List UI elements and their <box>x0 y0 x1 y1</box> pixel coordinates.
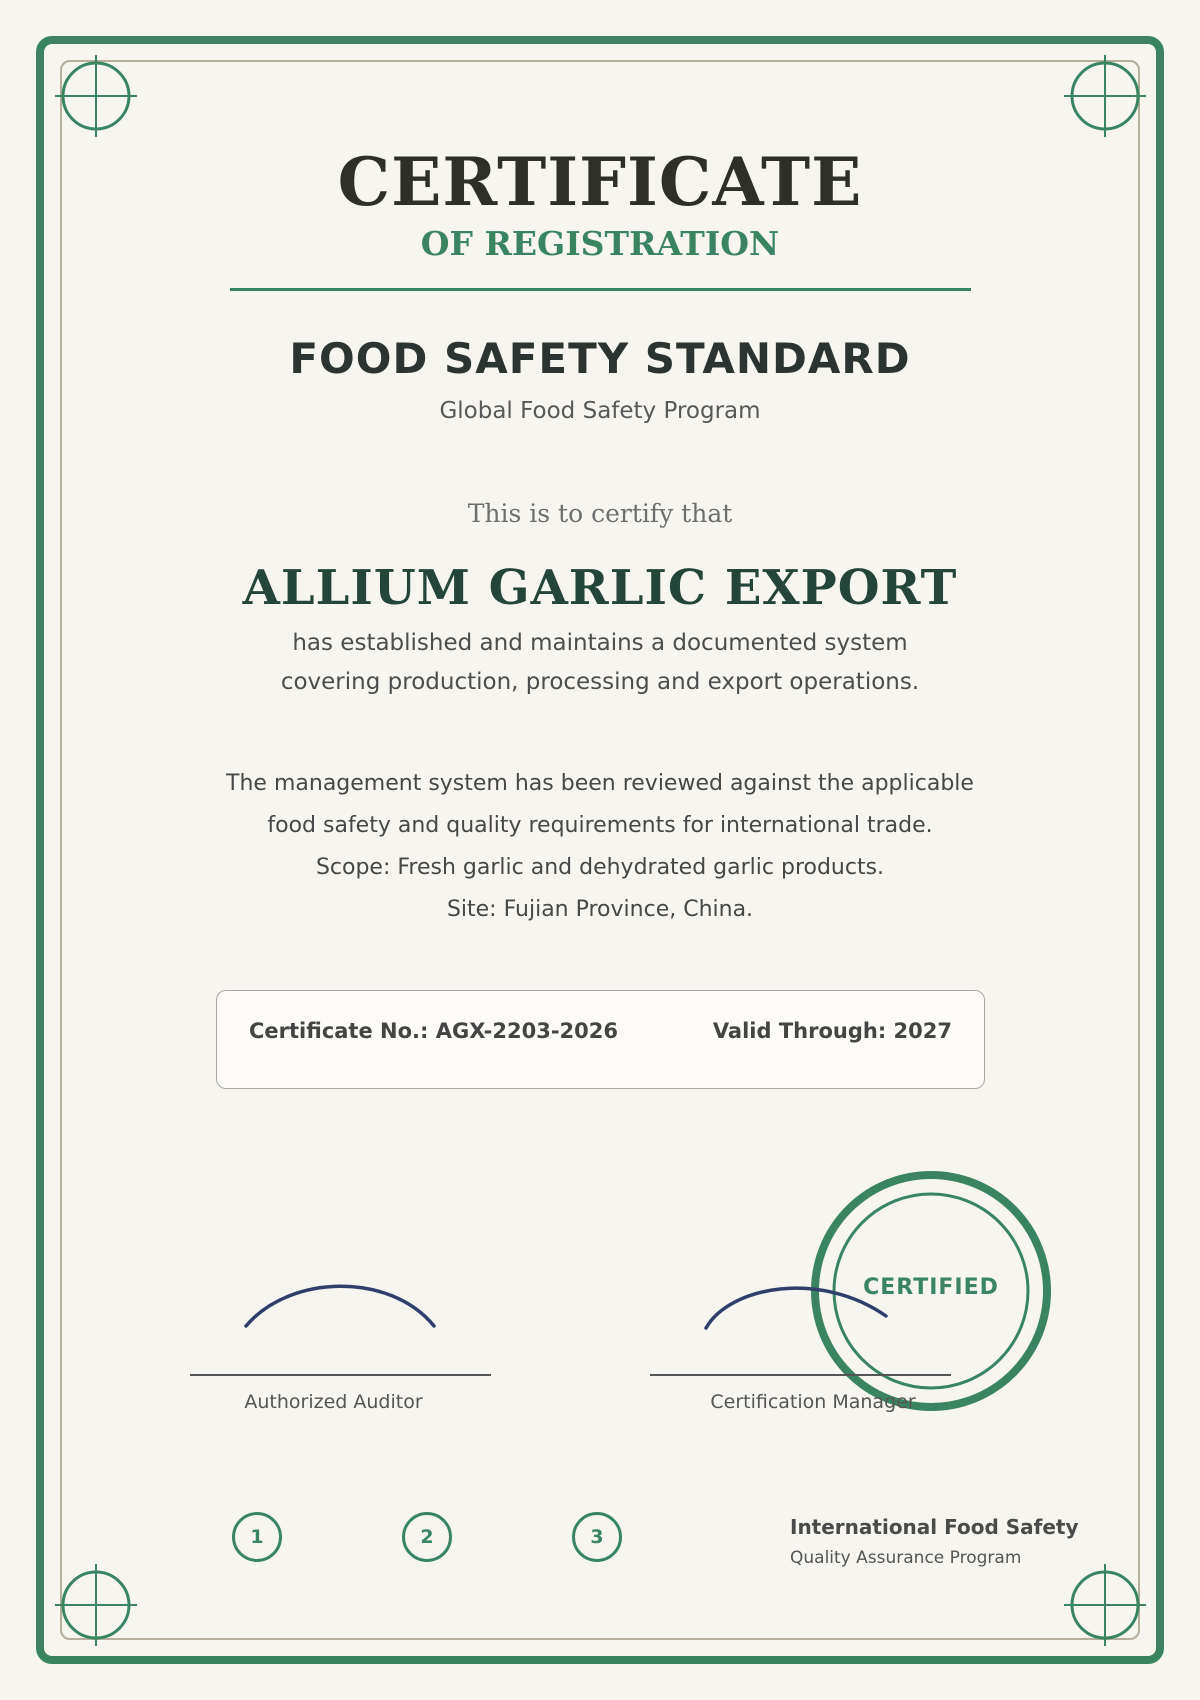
signature-stroke-icon <box>240 1280 440 1344</box>
step-badge-2: 2 <box>402 1512 452 1562</box>
standard-name: FOOD SAFETY STANDARD <box>289 334 911 383</box>
certificate-subtitle: OF REGISTRATION <box>420 224 780 263</box>
crosshair-corner-icon <box>1062 1562 1148 1648</box>
auditor-label: Authorized Auditor <box>244 1391 423 1413</box>
issuer-name: International Food Safety <box>790 1515 1079 1539</box>
certification-details <box>0 763 1200 931</box>
manager-label: Certification Manager <box>710 1391 916 1413</box>
company-name: ALLIUM GARLIC EXPORT <box>242 560 958 616</box>
certificate-title: CERTIFICATE <box>337 143 863 221</box>
statement-line: has established and maintains a documented system <box>292 630 908 656</box>
crosshair-corner-icon <box>53 1562 139 1648</box>
manager-signature-line <box>650 1374 951 1376</box>
program-name: Global Food Safety Program <box>439 398 761 424</box>
certification-statement <box>0 624 1200 702</box>
step-badge-1: 1 <box>232 1512 282 1562</box>
crosshair-corner-icon <box>53 53 139 139</box>
valid-through: Valid Through: 2027 <box>712 1019 952 1043</box>
step-badge-3: 3 <box>572 1512 622 1562</box>
signature-stroke-icon <box>700 1276 890 1344</box>
details-line: The management system has been reviewed against the applicable <box>226 771 974 796</box>
title-divider <box>230 288 971 291</box>
seal-text: CERTIFIED <box>863 1275 999 1300</box>
crosshair-corner-icon <box>1062 53 1148 139</box>
details-line: food safety and quality requirements for international trade. <box>267 813 933 838</box>
certificate-number: Certificate No.: AGX-2203-2026 <box>249 1019 619 1043</box>
certify-intro: This is to certify that <box>467 499 733 528</box>
site-line: Site: Fujian Province, China. <box>446 897 754 922</box>
statement-line: covering production, processing and export operations. <box>280 669 920 695</box>
scope-line: Scope: Fresh garlic and dehydrated garlic products. <box>315 855 885 880</box>
issuer-program: Quality Assurance Program <box>790 1548 1022 1568</box>
auditor-signature-line <box>190 1374 491 1376</box>
certificate-info-box <box>216 990 985 1089</box>
